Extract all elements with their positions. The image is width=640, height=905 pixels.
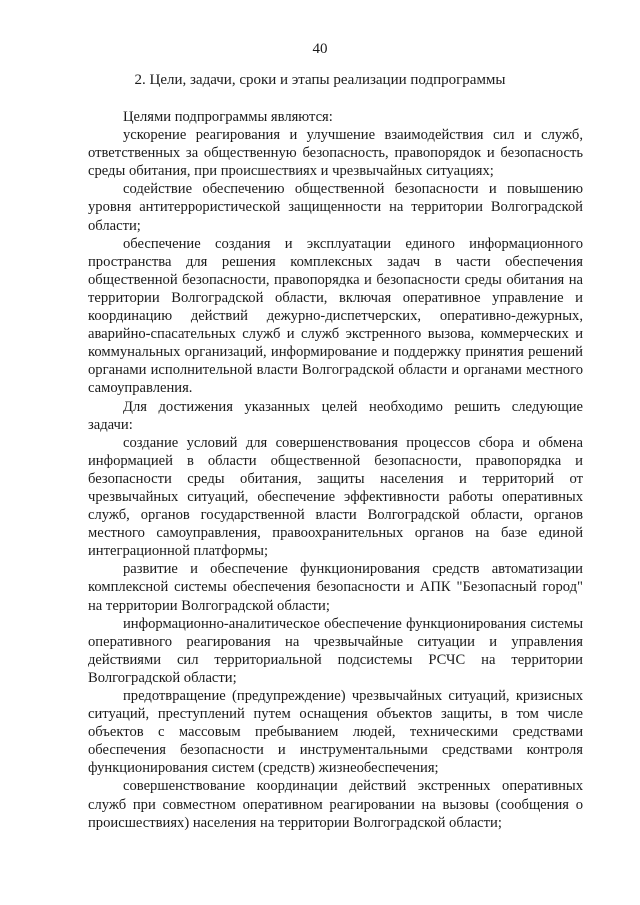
paragraph-goals-intro: Целями подпрограммы являются:: [123, 109, 333, 125]
section-title: 2. Цели, задачи, сроки и этапы реализации подпрограммы: [134, 72, 506, 88]
paragraph-task-3: информационно-аналитическое обеспечение функционирования системы оперативного реагирования на чрезвычайные ситуации и управления действиями сил территориальной подсистемы РСЧС на территории Волгоградской области;: [88, 615, 583, 686]
paragraph-task-4: предотвращение (предупреждение) чрезвычайных ситуаций, кризисных ситуаций, преступлений путем оснащения объектов защиты, в том числе объектов с массовым пребыванием людей, техническими средствами обеспечения безопасности и инструментальными средствами контроля функционирования систем (средств) жизнеобеспечения;: [88, 688, 583, 777]
page-number: 40: [312, 41, 328, 57]
paragraph-goal-3: обеспечение создания и эксплуатации единого информационного пространства для решения комплексных задач в части обеспечения общественной безопасности, правопорядка и безопасности среды обитания на территории Волгоградской области, включая оперативное управление и координацию действий дежурно-диспетчерских, оперативно-дежурных, аварийно-спасательных служб и служб экстренного вызова, коммерческих и коммунальных организаций, информирование и поддержку принятия решений органами исполнительной власти Волгоградской области и органами местного самоуправления.: [88, 235, 583, 397]
paragraph-task-5: совершенствование координации действий экстренных оперативных служб при совместном оперативном реагировании на вызовы (сообщения о происшествиях) населения на территории Волгоградской области;: [88, 778, 583, 831]
paragraph-task-2: развитие и обеспечение функционирования средств автоматизации комплексной системы обеспечения безопасности и АПК "Безопасный город" на территории Волгоградской области;: [88, 561, 583, 614]
document-body: [88, 108, 583, 832]
paragraph-goal-2: содействие обеспечению общественной безопасности и повышению уровня антитеррористической защищенности на территории Волгоградской области;: [88, 181, 583, 234]
paragraph-task-1: создание условий для совершенствования процессов сбора и обмена информацией в области общественной безопасности, правопорядка и безопасности среды обитания, защиты населения и территорий от чрезвычайных ситуаций, обеспечение эффективности работы оперативных служб, органов государственной власти Волгоградской области, органов местного самоуправления, правоохранительных органов на базе единой интеграционной платформы;: [88, 434, 583, 560]
paragraph-goal-1: ускорение реагирования и улучшение взаимодействия сил и служб, ответственных за общественную безопасность, правопорядок и безопасность среды обитания, при происшествиях и чрезвычайных ситуациях;: [88, 127, 583, 180]
paragraph-tasks-intro: Для достижения указанных целей необходимо решить следующие задачи:: [88, 398, 583, 433]
